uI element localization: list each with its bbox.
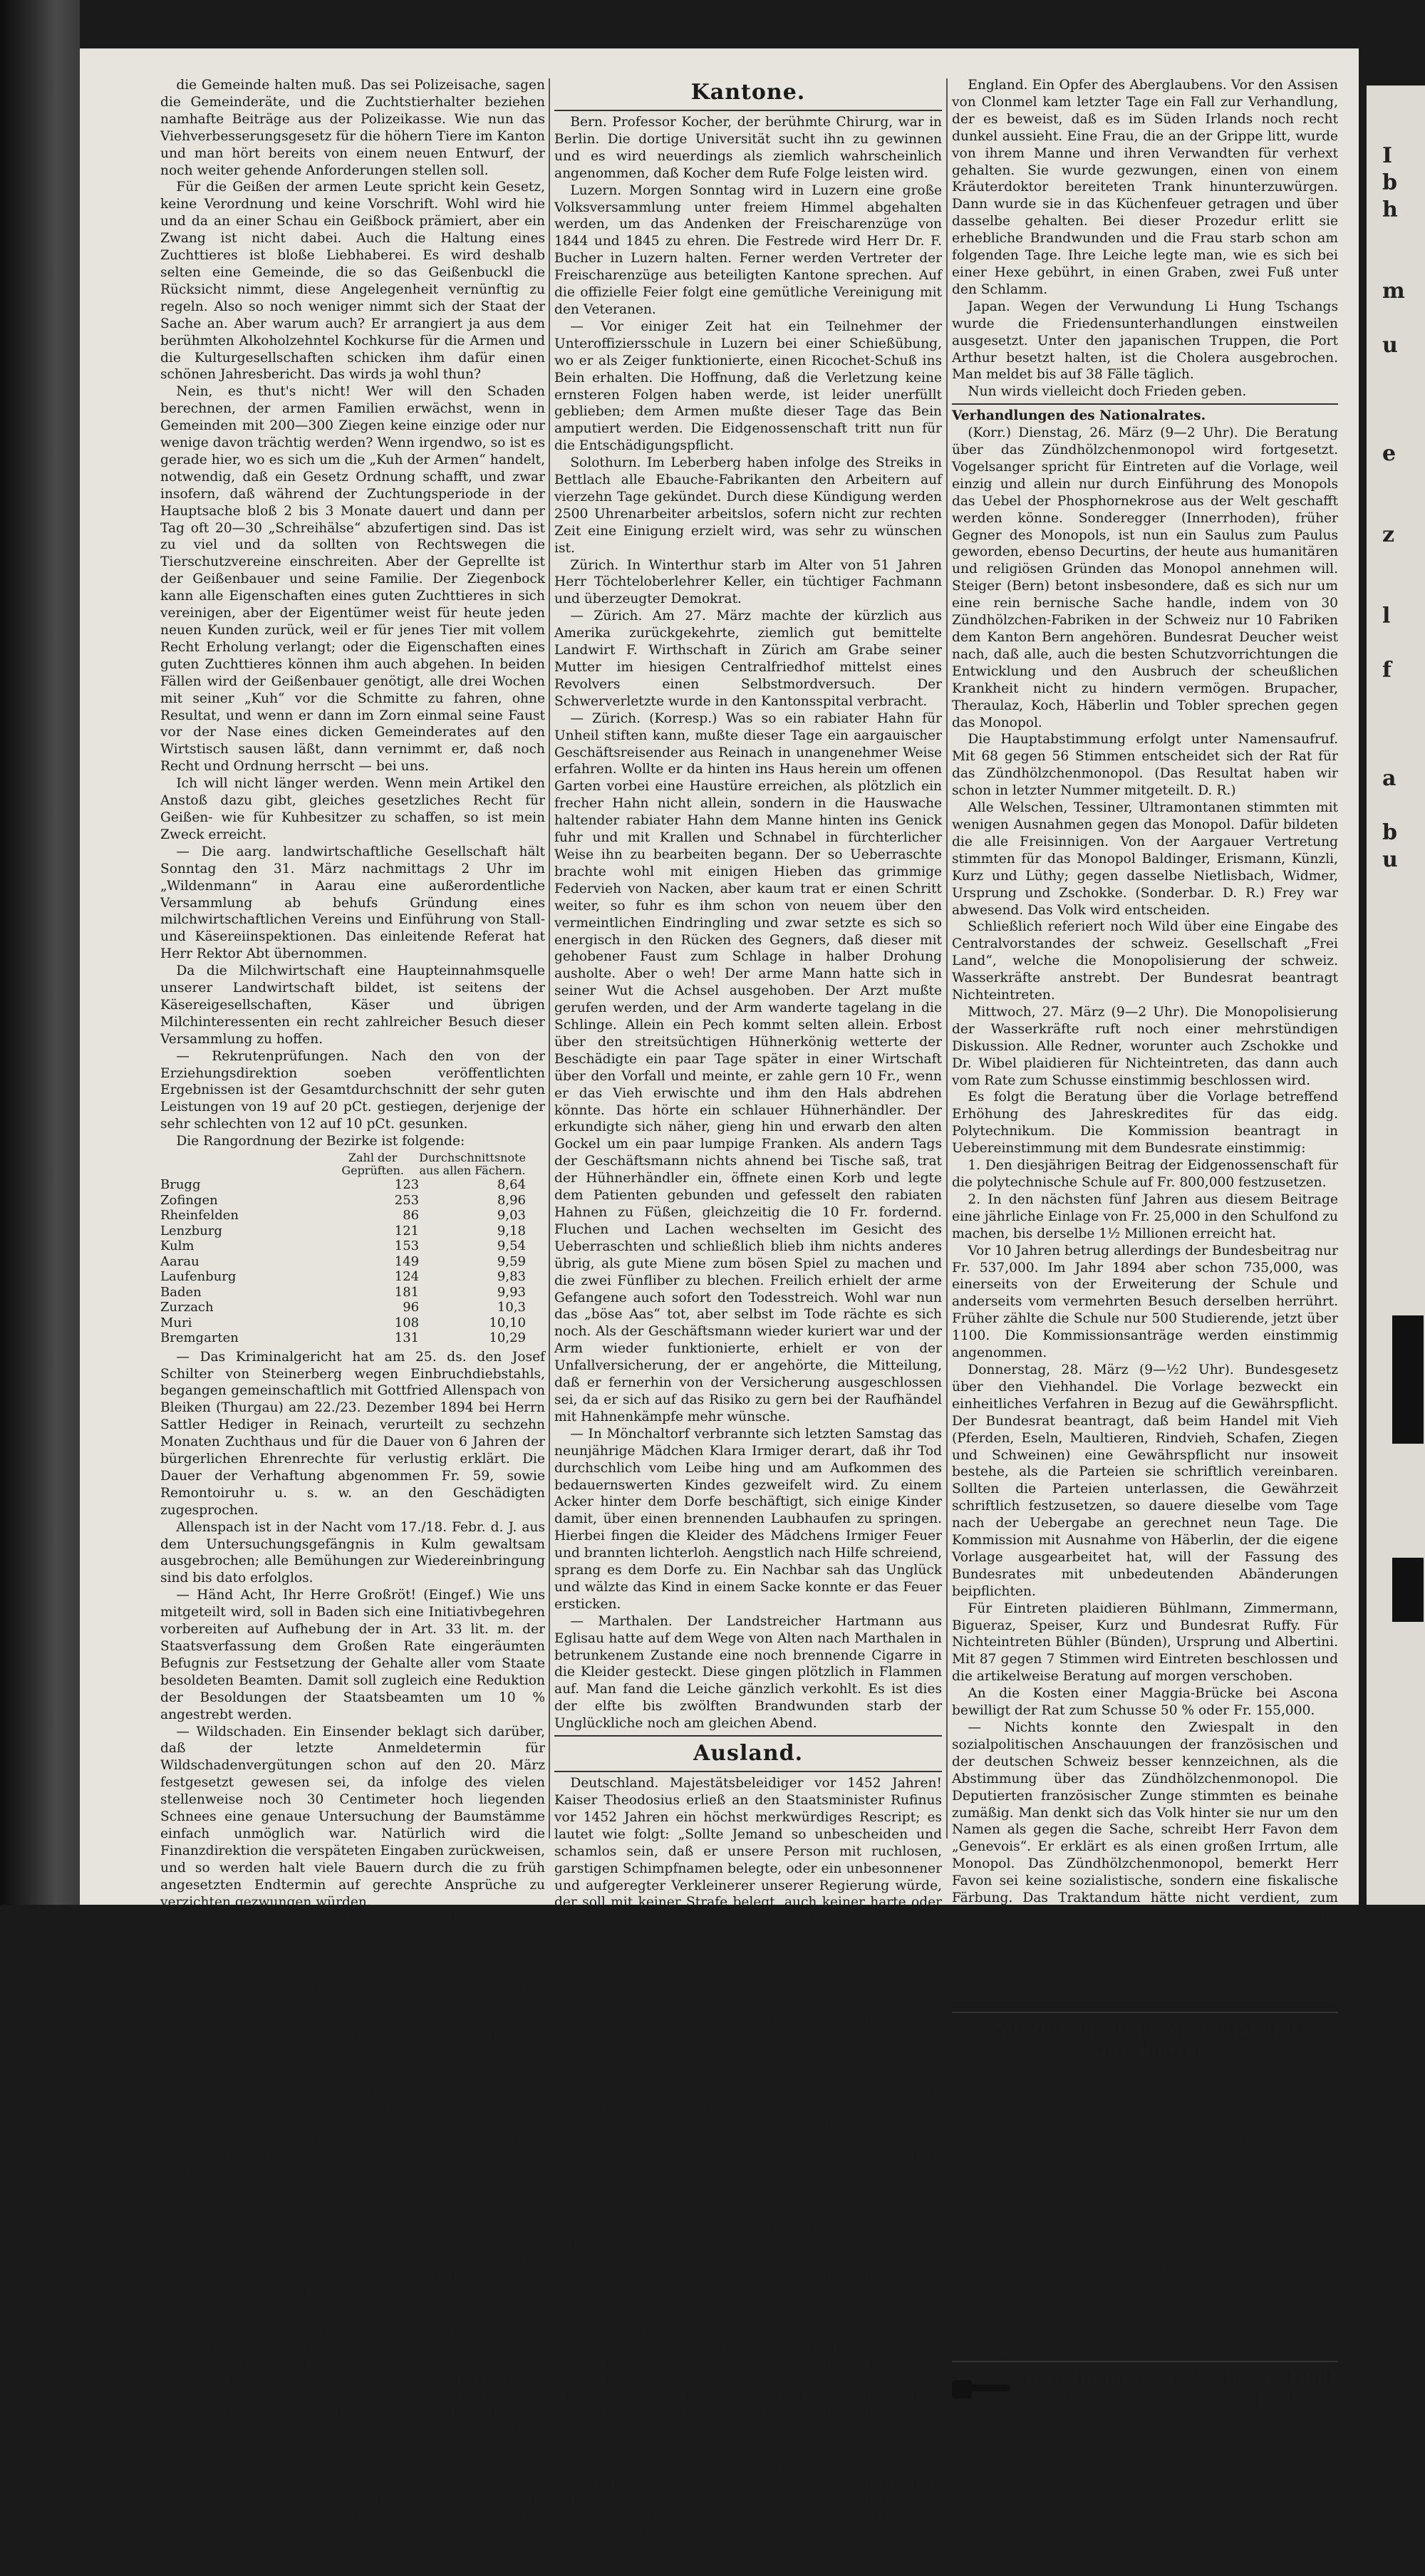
- table-row: [160, 1177, 526, 1193]
- paragraph: — Wildschaden. Ein Einsender beklagt sich darüber, daß der letzte Anmeldetermin für Wildschadenvergütungen schon auf den 20. März festgesetzt gewesen sei, da infolge des vielen stellenweise noch 30 Centimeter hoch liegenden Schnees eine genaue Untersuchung der Baumstämme einfach unmöglich war. Natürlich wird die Finanzdirektion die verspäteten Eingaben zurückweisen, und so werden halt viele Bauern durch die zu früh angesetzten Endtermin auf gerechte Ansprüche zu verzichten gezwungen würden.: [160, 1724, 545, 1910]
- paragraph: Nun wirds vielleicht doch Frieden geben.: [968, 384, 1247, 400]
- paragraph: Konkurs-Eröffnung. Lenzburg. Basler, Arnold, gew. Küfer, von Uerkheim, in Seengen angesessen gewesen. Eingaben 13. April.: [952, 2274, 1338, 2302]
- examined-count: 123: [394, 1177, 420, 1193]
- district-name: Rheinfelden: [160, 1208, 239, 1224]
- examined-count: 121: [394, 1223, 420, 1238]
- district-name: Zofingen: [160, 1192, 218, 1208]
- average-grade: 10,29: [489, 1330, 526, 1346]
- paragraph: Da die Milchwirtschaft eine Haupteinnahmsquelle unserer Landwirtschaft bildet, ist seitens der Käsereigesellschaften, Käser und übrigen Milchinteressenten ein recht zahlreicher Besuch dieser Versammlung zu hoffen.: [160, 963, 545, 1047]
- paragraph: — Vor einiger Zeit hat ein Teilnehmer der Unteroffiziersschule in Luzern bei einer Schießübung, wo er als Zeiger funktionierte, einen Ricochet-Schuß ins Bein erhalten. Die Hoffnung, daß die Verletzung keine ernsteren Folgen haben werde, ist leider unerfüllt geblieben; dem Armen mußte dieser Tage das Bein amputiert werden. Die Eidgenossenschaft tritt nun für die Entschädigungspflicht.: [554, 319, 942, 454]
- column-2-paragraphs-2: [554, 1775, 942, 2576]
- paragraph: — Zürich. (Korresp.) Was so ein rabiater Hahn für Unheil stiften kann, mußte dieser Tage ein aargauischer Geschäftsreisender aus Reinach in unangenehmer Weise erfahren. Wollte er da hinten ins Haus herein um offenen Garten vorbei eine Haustüre erreichen, als plötzlich ein frecher Hahn nicht allein, sondern in die Hauswache haltender rabiater Hahn dem Manne hinten ins Genick fuhr und mit Krallen und Schnabel in fürchterlicher Weise ihn zu bearbeiten begann. Der so Ueberraschte brachte wohl mit einigen Hieben das grimmige Federvieh von Nacken, aber kaum trat er einen Schritt weiter, so fuhr es ihm schon von neuem über den vermeintlichen Eindringling und zwar setzte es sich so energisch in den Rücken des Gegners, daß dieser mit gehobener Faust zum Schlage in halber Drohung ausholte. Aber o weh! Der arme Mann hatte sich in seiner Wut die Achsel ausgehoben. Der Arzt mußte gerufen werden, und der Arm wanderte tagelang in die Schlinge. Allein ein Pech kommt selten allein. Erbost über den streitsüchtigen Hühnerkönig wetterte der Beschädigte ein paar Tage später in einer Wirtschaft über den Vorfall und meinte, er zahle gern 10 Fr., wenn er das Vieh erwischte und ihm den Hals abdrehen könnte. Das hörte ein schlauer Hühnerhändler. Der erkundigte sich näher, gieng hin und erwarb den alten Gockel um ein paar lumpige Franken. Als andern Tags der Geschäftsmann nichts ahnend bei Tische saß, trat der Hühnerhändler ein, öffnete einen Korb und legte dem Patienten gebunden und gefesselt den rabiaten Hahnen zu Füßen, gleichzeitig die 10 Fr. fordernd. Fluchen und Lachen wechselten im Gesicht des Ueberraschten und schließlich blieb ihm nichts anderes übrig, als gute Miene zum bösen Spiel zu machen und die zwei Fünfliber zu blechen. Freilich erhielt der arme Gefangene auch sofort den Todesstreich. Wohl war nun das „böse Aas“ tot, aber selbst im Tode rächte es sich noch. Als der Geschäftsmann wieder kuriert war und der Arm wieder funktionierte, erhielt er von der Unfallversicherung, der er angehörte, die Mitteilung, daß er fernerhin von der Versicherung ausgeschlossen sei, da er sich auf das Risiko zu gern bei der Raufhändel mit Hahnenkämpfe mehr wünsche.: [554, 710, 942, 1424]
- paragraph: — Zürich. Am 27. März machte der kürzlich aus Amerika zurückgekehrte, ziemlich gut bemittelte Landwirt F. Wirthschaft in Zürich am Grabe seiner Mutter im hiesigen Centralfriedhof mittelst eines Revolvers einen Selbstmordversuch. Der Schwerverletzte wurde in den Kantonsspital verbracht.: [554, 609, 942, 709]
- paragraph: Es folgt die Beratung über die Vorlage betreffend Erhöhung des Jahreskredites für das eidg. Polytechnikum. Die Kommission beantragt in Uebereinstimmung mit dem Bundesrate einstimmig:: [952, 1090, 1338, 1157]
- examined-count: 149: [394, 1253, 420, 1269]
- paragraph: Zürich. In Winterthur starb im Alter von 51 Jahren Herr Töchteloberlehrer Keller, ein tüchtiger Fachmann und überzeugter Demokrat.: [554, 557, 942, 607]
- column-3-paragraphs: [952, 77, 1338, 400]
- paragraph: Ich will nicht länger werden. Wenn mein Artikel den Anstoß dazu gibt, gleiches gesetzliches Recht für Geißen- wie für Kuhbesitzer zu schaffen, so ist mein Zweck erreicht.: [160, 776, 545, 842]
- table-row: [160, 1238, 526, 1254]
- paragraph: Solothurn. Im Leberberg haben infolge des Streiks in Bettlach alle Ebauche-Fabrikanten den Arbeitern auf vierzehn Tage gekündet. Durch diese Kündigung werden 2500 Uhrenarbeiter arbeitslos, sofern nicht zur rechten Zeit eine Einigung erzielt wird, was sehr zu wünschen ist.: [554, 455, 942, 556]
- table-row: [160, 1269, 526, 1285]
- auszug-date: Vom 23. März 1895.: [1083, 2064, 1207, 2079]
- district-name: Zurzach: [160, 1300, 214, 1315]
- paragraph: — Das Kriminalgericht hat am 25. ds. den Josef Schilter von Steinerberg wegen Einbruchdiebstahls, begangen gemeinschaftlich mit Gottfried Allenspach von Bleiken (Thurgau) am 22./23. Dezember 1894 bei Herrn Sattler Hediger in Reinach, verurteilt zu sechzehn Monaten Zuchthaus und für die Dauer von 6 Jahren der bürgerlichen Ehrenrechte für verlustig erklärt. Die Dauer der Verhaftung abgenommen Fr. 59, sowie Remontoiruhr u. s. w. an den Geschädigten zugesprochen.: [160, 1349, 545, 1518]
- examined-count: 153: [394, 1238, 420, 1254]
- column-rule-1: [549, 78, 550, 1838]
- section-heading-ausland: Ausland.: [693, 1741, 804, 1767]
- table-row: [160, 1254, 526, 1270]
- paragraph: — Der Reichstag hat den bisherigen ersten Vizepräsidenten Buol (Centrum) mit 183 von 291 Stimmen zum Präsidenten gewählt.: [554, 2201, 942, 2251]
- average-grade: 9,54: [497, 1238, 526, 1254]
- paragraph: Stelleausschreibung. Gesamtschule Unter-Berikon. Besoldung Fr. 1200. Anmeldungen 15. April.: [952, 2330, 1338, 2357]
- paragraph: (Korr.) Dienstag, 26. März (9—2 Uhr). Die Beratung über das Zündhölzchenmonopol wird fortgesetzt. Vogelsanger spricht für Eintreten auf die Vorlage, weil einzig und allein nur durch Einführung des Monopols das Uebel der Phosphornekrose aus der Welt geschafft werden könne. Sonderegger (Innerrhoden), früher Gegner des Monopols, ist nun ein Saulus zum Paulus geworden, ebenso Decurtins, der heute aus humanitären und religiösen Gründen das Monopol annehmen will. Steiger (Bern) betont insbesondere, daß es sich nur um eine rein bernische Sache handle, indem von 30 Zündhölzchen-Fabriken in der Schweiz nur 10 Fabriken dem Kanton Bern angehören. Bundesrat Deucher weist nach, daß alle, auch die besten Schutzvorrichtungen die Entwicklung und den Ausbruch der scheußlichen Krankheit nicht zu hindern vermögen. Brupacher, Theraulaz, Koch, Häberlin und Tobler sprechen gegen das Monopol.: [952, 425, 1338, 730]
- paragraph: „Die wackere Schwabe forcht sich nit, Ging seines Weges Schritt vor Schritt.“: [616, 2440, 881, 2473]
- table-row: [160, 1300, 526, 1315]
- rank-table: [160, 1152, 526, 1346]
- column-rule-2: [946, 78, 948, 1838]
- district-name: Aarau: [160, 1253, 200, 1269]
- paragraph: Deutschland. Majestätsbeleidiger vor 1452 Jahren! Kaiser Theodosius erließ an den Staatsminister Rufinus vor 1452 Jahren ein höchst merkwürdiges Rescript; es lautet wie folgt: „Sollte Jemand so unbescheiden und schamlos sein, daß er unsere Person mit ruchlosen, garstigen Schimpfnamen belegte, oder ein unbesonnener und aufgeregter Verkleinerer unserer Regierung würde, der soll mit keiner Strafe belegt, auch keiner harte oder hartes und Empfindliches zugefügt werden. Denn geschieht es aus Lichtsinn (levitata), so verdient es Verachtung; geschah es aus Unverstand (insania), so verdient es Bedauern; geschah es aus bösem Willen (injuria), so verdient es Verzeihung. — Wir befehlen daher, daß in solchen Fällen die Sache, bevor etwas darin geschieht, an uns berichtet werde, damit wir uns aus eigener Persönlichkeiten die Aeußerung der Menschen beurteilen und ob sie übergangen oder untersucht werden sollen. — Gegeben zu Konstantinopel den 9. August 393! — Welcher Gegensatz zur Jetztzeit, wo man im heiligen byzantinischen Reiche deutscher Nation angesichts der modernen Kultur, wo man von denen der Kaiser früher ganz etwa das Glas über den Bildnis des Monarchen zerbricht. Ja, wo man nicht mehr von byzantinischer Kriecherei und Speichelleckerei zu sprechen haben, sondern von deutscher.: [554, 1776, 942, 2200]
- section-heading-kantone: Kantone.: [690, 80, 806, 105]
- paragraph: — Rekrutenprüfungen. Nach den von der Erziehungsdirektion soeben veröffentlichten Ergebnissen ist der Gesamtdurchschnitt der sehr guten Leistungen von 19 auf 20 pCt. gestiegen, derjenige der sehr schlechten von 12 auf 10 pCt. gesunken.: [160, 1048, 545, 1132]
- table-row: [160, 1224, 526, 1239]
- table-row: [160, 1208, 526, 1224]
- verhandlungen-title: Verhandlungen des Nationalrates.: [952, 408, 1206, 424]
- pointing-hand-icon: [952, 2373, 1013, 2404]
- district-name: Baden: [160, 1284, 202, 1300]
- ad-bold: Bestellungen auf dieses Blatt: [1019, 2367, 1338, 2389]
- ad-normal: werden jederzeit entgegengenommen.: [1019, 2390, 1326, 2409]
- column-2: [554, 77, 942, 2575]
- examined-count: 108: [394, 1315, 420, 1330]
- paragraph: — Nichts konnte den Zwiespalt in den sozialpolitischen Anschauungen der französischen und der deutschen Schweiz besser kennzeichnen, als die Abstimmung über das Zündhölzchenmonopol. Die Deputierten französischer Zunge stimmten es beinahe zumäßig. Man denkt sich das Volk hinter sie nur um den Namen als gegen die Sache, schreibt Herr Favon dem „Genevois“. Er erklärt es als einen großen Irrtum, alle Monopol. Das Zündhölzchenmonopol, bemerkt Herr Favon sei keine sozialistische, sondern eine fiskalische Färbung. Das Traktandum hätte nicht verdient, zum Kampfplatz sozialpolitischer Meinungen zu werden. Im schlimmsten Fall, so kalkulierte etwa die Gegner, wäre ein Verbleiben beim jetzigen Zustand einigen Dutzenden armer Teufel die Gesundheit kosten, und da gebe es Leute, welche sagen, es sei besser, daß die Gesundheit von einigen Wenigen zu leiden.: [952, 1720, 1338, 2008]
- paragraph: — Marthalen. Der Landstreicher Hartmann aus Eglisau hatte auf dem Wege von Alten nach Marthalen in betrunkenem Zustande eine noch brennende Cigarre in die Kleider gesteckt. Diese gingen plötzlich in Flammen auf. Man fand die Leiche gänzlich verkohlt. Es ist dies der elfte bis zwölften Brandwunden starb der Unglückliche noch am gleichen Abend.: [554, 1613, 942, 1732]
- book-spine: [0, 0, 80, 1905]
- edge-letters: I b h m u e z l f a b u: [1382, 143, 1405, 872]
- table-row: [160, 1285, 526, 1300]
- paragraph: Die Rangordnung der Bezirke ist folgende:: [176, 1134, 465, 1149]
- paragraph: Für die Geißen der armen Leute spricht kein Gesetz, keine Verordnung und keine Vorschrift. Wohl wird hie und da an einer Schau ein Geißbock prämiert, aber ein Zwang ist nicht dabei. Auch die Haltung eines Zuchttieres ist bloße Liebhaberei. Es wird deshalb selten eine Gemeinde, die so das Geißenbuckl die Rücksicht nimmt, diese Angelegenheit vernünftig zu regeln. Also so noch weniger nimmt sich der Staat der Sache an. Aber warum auch? Er arrangiert ja aus dem berühmten Alkoholzehntel Kochkurse für die Armen und die Kulturgesellschaften schicken ihm dafür einen schönen Jahresbericht. Das wirds ja wohl thun?: [160, 180, 545, 383]
- paragraph: — In Mönchaltorf verbrannte sich letzten Samstag das neunjährige Mädchen Klara Irmiger derart, daß ihr Tod durchschlich vom Leibe hing und am Aufkommen des bedauernswerten Kindes gezweifelt wird. Zu einem Acker hinter dem Dorfe beschäftigt, sich einige Kinder damit, über einen brennenden Laubhaufen zu springen. Hierbei fingen die Kleider des Mädchens Irmiger Feuer und brannten lichterloh. Aengstlich nach Hilfe schreiend, sprang es dem Dorfe zu. Ein Nachbar sah das Unglück und wälzte das Kind in einem Sacke konnte er das Feuer ersticken.: [554, 1426, 942, 1612]
- examined-count: 96: [403, 1300, 420, 1315]
- paragraph: Schulden- und Burgschaftsrufe. Baden. Meier, Bartholom., Jakobs, von Würenlingen. — Füglister Bernhard, Landwirt von Bömler, Oberfüglister. — Suter, Basilius, all Bannwart von Freienwyl. Eingaben 4. Mai. Bremgarten. Michel, Plazid, Karrerd Landwirt, von Ruben. Eingaben 4. Mai. Laufenburg. Witwe Schibli. Creszencia geb. Sibold, von Alb.-Rumsg. 9. Mai. Lenzburg. Frau H. Reinhard & Sohn, v. Brugg. Lenzburg. — Japprert. Rothburga geb. Knecht, ab Laubberg bei Gansingen. Eingaben 24 April.: [952, 2162, 1338, 2274]
- subscription-ad: [952, 2368, 1338, 2409]
- heading-separator-6: [952, 2361, 1338, 2362]
- column-3: [952, 77, 1338, 2409]
- paragraph: Luzern. Morgen Sonntag wird in Luzern eine große Volksversammlung unter freiem Himmel abgehalten werden, um das Andenken der Freischarenzüge von 1844 und 1845 zu ehren. Die Festrede wird Herr Dr. F. Bucher in Luzern halten. Ferner werden Vertreter der Freischarenzüge aus beteiligten Kantone sprechen. Auf die offizielle Feier folgt eine gemütliche Vereinigung mit den Veteranen.: [554, 182, 942, 317]
- paragraph: Donnerstag, 28. März (9—½2 Uhr). Bundesgesetz über den Viehhandel. Die Vorlage bezweckt ein einheitliches Verfahren in Bezug auf die Gewährspflicht. Der Bundesrat beantragt, daß beim Handel mit Vieh (Pferden, Eseln, Maultieren, Rindvieh, Schafen, Ziegen und Schweinen) eine Gewährspflicht nur insoweit bestehe, als die Parteien sie schriftlich vereinbaren. Sollten die Parteien unterlassen, die Gewährzeit schriftlich festzusetzen, so dauere dieselbe vom Tage nach der Uebergabe an gerechnet neun Tage. Die Kommission mit Ausnahme von Häberlin, der die eigene Vorlage ausgearbeitet hat, will der Fassung des Bundesrates mit unbedeutenden Abänderungen beipflichten.: [952, 1362, 1338, 1599]
- table-row: [160, 1315, 526, 1331]
- average-grade: 9,59: [497, 1253, 526, 1269]
- table-row: [160, 1193, 526, 1209]
- average-grade: 9,18: [497, 1223, 526, 1238]
- district-name: Bremgarten: [160, 1330, 239, 1346]
- paragraph: Bern. Professor Kocher, der berühmte Chirurg, war in Berlin. Die dortige Universität sucht ihn zu gewinnen und es wird neuerdings als ziemlich wahrscheinlich angenommen, daß Kocher dem Rufe Folge leisten wird.: [554, 115, 942, 181]
- district-name: Brugg: [160, 1177, 201, 1193]
- paragraph: England. Ein Opfer des Aberglaubens. Vor den Assisen von Clonmel kam letzter Tage ein Fall zur Verhandlung, der es beweist, daß es im Süden Irlands noch recht dunkel aussieht. Eine Frau, die an der Grippe litt, wurde von ihrem Manne und ihren Verwandten für verhext gehalten. Sie wurde gezwungen, einen von einem Kräuterdoktor bereiteten Trank hinunterzuwürgen. Dann wurde sie in das Küchenfeuer getragen und über dasselbe gehalten. Bei dieser Prozedur erlitt sie erhebliche Brandwunden und die Frau starb schon am folgenden Tage. Ihre Leiche legte man, wie es sich bei einer Hexe gebührt, in einen Graben, zwei Fuß unter den Schlamm.: [952, 78, 1338, 297]
- paragraph: An die Kosten einer Maggia-Brücke bei Ascona bewilligt der Rat zum Schusse 50 % oder Fr. 155,000.: [952, 1686, 1338, 1719]
- ad-text: [1019, 2368, 1338, 2409]
- paragraph: — Händ Acht, Ihr Herre Großröt! (Eingef.) Wie uns mitgeteilt wird, soll in Baden sich eine Initiativbegehren vorbereiten auf Aufhebung der in Art. 33 lit. m. der Staatsverfassung dem Großen Rate eingeräumten Befugnis zur Festsetzung der Gehalte aller vom Staate besoldeten Beamten. Damit soll zugleich eine Reduktion der Besoldungen der Staatsbeamten um 10 % angestrebt werden.: [160, 1588, 545, 1722]
- average-grade: 9,03: [497, 1208, 526, 1224]
- auszug-title: Auszug aus dem Aargauischen Amtsblatte.: [993, 2018, 1297, 2062]
- examined-count: 181: [394, 1284, 420, 1300]
- rank-head-a: Zahl der Geprüften.: [341, 1151, 404, 1178]
- heading-separator-5: [952, 2012, 1338, 2013]
- paragraph: — Schwabenstreiche. Im Württemberg werden von der Volkspartei Volksversammlungen abgehalten — in Stuttgart waren 1500 Personen versammelt — die den Reichstag zu seiner ablehnenden Haltung gegen Bismarck beglückwünschen und ihr tiefes Bedauern über die Haltung des badischen Parlament bei dieser Sache versammlungsmäßigen gefaßten und verwerflichen Beschlußfassung über die verletzenden Beurteilung durch den Kaiser zum Ausdruck bringen. Unbeirrt durch lakaienhafte Entrüstung werden so die Wähler hinter dem Beschluß der Reichstagsmehrheit stehen.: [554, 2252, 942, 2438]
- paragraph: Schließlich referiert noch Wild über eine Eingabe des Centralvorstandes der schweiz. Gesellschaft „Frei Land“, welche die Monopolisierung der schweiz. Wasserkräfte anstrebt. Der Bundesrat beantragt Nichteintreten.: [952, 919, 1338, 1003]
- examined-count: 124: [394, 1269, 420, 1285]
- column-1-paragraphs-2: [160, 1349, 545, 2558]
- paragraph: Alle Welschen, Tessiner, Ultramontanen stimmten mit wenigen Ausnahmen gegen das Monopol. Dafür bildeten die alle Freisinnigen. Von der Aargauer Vertretung stimmten für das Monopol Baldinger, Erismann, Künzli, Kurz und Lüthy; gegen dasselbe Nietlisbach, Widmer, Ursprung und Zschokke. (Sonderbar. D. R.) Frey war abwesend. Das Volk wird entscheiden.: [952, 800, 1338, 918]
- rank-head-b: Durchschnittsnote aus allen Fächern.: [419, 1151, 526, 1178]
- paragraph: die Gemeinde halten muß. Das sei Polizeisache, sagen die Gemeinderäte, und die Zuchtstierhalter beziehen namhafte Beiträge aus der Polizeikasse. Wie nun das Viehverbesserungsgesetz für die höhern Tiere im Kanton und man hört bereits von einem neuen Entwurf, der noch weiter gehende Anforderungen stellen soll.: [160, 78, 545, 178]
- paragraph: Japan. Wegen der Verwundung Li Hung Tschangs wurde die Friedensunterhandlungen einstweilen ausgesetzt. Unter den japanischen Truppen, die Port Arthur besetzt halten, ist die Cholera ausgebrochen. Man meldet bis auf 38 Fälle täglich.: [952, 299, 1338, 383]
- edge-black-block: [1392, 1315, 1424, 1444]
- paragraph: Liquidations-Eröffnung. Rheinfelden. Kym, Peter, Landwirt, von Möhlin †. Eingaben 13. April.: [952, 2302, 1338, 2329]
- average-grade: 10,3: [497, 1300, 526, 1315]
- paragraph: — Seethal. In Beinwyl hat sich ein 18jähriger Jüngling aus dem Kanton Bern ertränkt, weil sein Lehrmeister, bei welchem er eingetreten war, erklärte, er könne ihn nicht brauchen.: [160, 2490, 545, 2557]
- table-row: [160, 1330, 526, 1346]
- paragraph: Es ist im Interesse der Landwirtschaft sehr zu wünschen, daß diese Versammlung recht zahlreich besucht werde.: [160, 2081, 545, 2131]
- examined-count: 131: [394, 1330, 420, 1346]
- average-grade: 8,96: [497, 1192, 526, 1208]
- column-1: [160, 77, 545, 2557]
- examined-count: 86: [403, 1208, 420, 1224]
- column-2-paragraphs: [554, 114, 942, 1732]
- heading-separator-4: [952, 403, 1338, 405]
- average-grade: 9,93: [497, 1284, 526, 1300]
- paragraph: Allenspach ist in der Nacht vom 17./18. Febr. d. J. aus dem Untersuchungsgefängnis in Kulm gewaltsam ausgebrochen; alle Bemühungen zur Wiedereinbringung sind bis dato erfolglos.: [160, 1519, 545, 1586]
- district-name: Kulm: [160, 1238, 195, 1254]
- average-grade: 9,83: [497, 1269, 526, 1285]
- paragraph: Für Eintreten plaidieren Bühlmann, Zimmermann, Bigueraz, Speiser, Kurz und Bundesrat Ruffy. Für Nichteintreten Bühler (Bünden), Ursprung und Albertini. Mit 87 gegen 7 Stimmen wird Eintreten beschlossen und die artikelweise Beratung auf morgen verschoben.: [952, 1600, 1338, 1685]
- district-name: Lenzburg: [160, 1223, 222, 1238]
- paragraph: Die Hauptabstimmung erfolgt unter Namensaufruf. Mit 68 gegen 56 Stimmen entscheidet sich der Rat für das Zündhölzchenmonopol. (Das Resultat haben wir schon in letzter Nummer mitgeteilt. D. R.): [952, 732, 1338, 799]
- paragraph: Vor 10 Jahren betrug allerdings der Bundesbeitrag nur Fr. 537,000. Im Jahr 1894 aber schon 735,000, was einerseits von der Erweiterung der Schule und anderseits vom vermehrten Besuch derselben herrührt. Früher zählte die Schule nur 500 Studierende, jetzt über 1100. Die Kommissionsanträge werden einstimmig angenommen.: [952, 1243, 1338, 1361]
- paragraph: — Die aarg. landwirtschaftliche Gesellschaft hält Sonntag den 31. März nachmittags 2 Uhr im „Wildenmann“ in Aarau eine außerordentliche Versammlung ab behufs Gründung eines milchwirtschaftlichen Vereins und Einführung von Stall- und Käsereiinspektionen. Das einleitende Referat hat Herr Rektor Abt übernommen.: [160, 844, 545, 962]
- district-name: Muri: [160, 1315, 192, 1330]
- heading-separator-3: [554, 1771, 942, 1772]
- paragraph: Nein, es thut's nicht! Wer will den Schaden berechnen, der armen Familien erwächst, wenn in Gemeinden mit 200—300 Ziegen keine einzige oder nur wenige davon trächtig werden? Wenn irgendwo, so ist es gerade hier, wo es sich um die „Kuh der Armen“ handelt, notwendig, daß ein Gesetz Ordnung schafft, und zwar insofern, daß während der Zuchtungsperiode in der Hauptsache bloß 2 bis 3 Monate dauert und dann per Tag oft 20—30 „Schreihälse“ abzufertigen sind. Das ist zu viel und da sollten von Rechtswegen die Tierschutzvereine einschreiten. Aber der Geprellte ist der Geißenbauer und seine Familie. Der Ziegenbock kann alle Eigenschaften eines guten Zuchttieres in sich vereinigen, aber der Eigentümer weist für heute jeden neuen Kunden zurück, weil er für jenes Tier mit vollem Recht Erholung verlangt; oder die Eigenschaften eines guten Zuchttieres können ihm auch abgehen. In beiden Fällen wird der Geißenbauer genötigt, alle drei Wochen mit seiner „Kuh“ vor die Schmitte zu fahren, ohne Resultat, und wenn er dann im Zorn einmal seine Faust vor der Nase eines dicken Gemeinderates auf den Wirtstisch sausen läßt, dann vernimmt er, daß noch Recht und Ordnung herrscht — bei uns.: [160, 384, 545, 775]
- heading-separator: [554, 110, 942, 111]
- paragraph: 2. In den nächsten fünf Jahren aus diesem Beitrage eine jährliche Einlage von Fr. 25,000 in den Schulfond zu machen, bis derselbe 1½ Millionen erreicht hat.: [952, 1191, 1338, 1241]
- column-1-paragraphs: [160, 77, 545, 1150]
- paragraph: — Suhr. (Eingef.) Am 17. ds. Mts. hat eine Versammlung von Landwirten von Gränichen und Suhr getagt, die die Gründung einer landwirtschaftlichen Genossenschaft beschlossen und eine Kommission zur Vorberatung der Statuten niedergesetzt. Diese hat ihre Aufgabe vollendet, so daß der definitiven Festsetzung der Statuten am Sonntag den 31. dies, nachmittags ½ 2 Uhr eine zweite Versammlung von Landwirten des Kreises Suhr in den Gasthof zum Bären daselbst eingeladen werden kann.: [160, 1911, 545, 2080]
- paragraph: Mittwoch, 27. März (9—2 Uhr). Die Monopolisierung der Wasserkräfte ruft noch einer mehrstündigen Diskussion. Alle Redner, worunter auch Zschokke und Dr. Wibel plaidieren für Nichteintreten, das dann auch vom Rate zum Schusse einstimmig beschlossen wird.: [952, 1004, 1338, 1088]
- heading-separator-2: [554, 1735, 942, 1737]
- paragraph: — Frickthal. Fräulein Anna Bätschwyler von Rheinfeld bei Laufenburg hat in Zürich das beste Maturitätsexamen bestanden. Es ist dasselbe Fräulein, dem vor nun zwei Jahren der aarg. Erziehungsdirektor den Besuch des Gymnasiums an der Kantonsschule in Aarau nicht gestattete.: [160, 2133, 545, 2233]
- column-3-paragraphs-2: [952, 425, 1338, 2009]
- auszug-entries: [952, 2079, 1338, 2358]
- district-name: Laufenburg: [160, 1269, 237, 1285]
- paragraph: — Während des Baues der Bötzbergbahn 1874/75, also vor 20 Jahren, verlor der hiebei beschäftigte Arbeiter Melchior Stocker von Obermumpf sein Leben durch Unglücksfall und wurde mit seinen Arbeitskleidern, worin sich auch ein gefülltes Kirschwasserfläschchen befand, auf dem Gottesacker seiner Heimatgemeinde begraben. Letzter Tage nun öffnete der Totengräber zu Obermumpf, da jene Gräberreihe wieder zur Aufnahme von Leichen bestimmt worden war, jenes Grab und fand in demselben das Fläschchen noch gänzlich unverletzt und gefüllt. Der jetzige Besitzer, Herr Gemeindeammann Stocker von da, nahm es zu seinen Händen, soll aber nach Abschlag des alten Kirschwassers verlangt haben, wozu der Inhalt verriet das Kirschwasser „Vollsöffi“.: [160, 2235, 545, 2489]
- adjacent-page-edge: [1367, 86, 1425, 1905]
- examined-count: 253: [394, 1192, 420, 1208]
- paragraph: 1. Den diesjährigen Beitrag der Eidgenossenschaft für die polytechnische Schule auf Fr. 800,000 festzusetzen.: [952, 1158, 1338, 1190]
- paragraph: Bevormundungen. Aarau. Roland, Anna Maria, Johannesen, Stubl-schrei von Oberentfelden. Brugg. Grimm, Jakob, Annas von Mülligen, Fabrikarbeiter in Wettingen. Lenzburg. Rusli, Friedrich, Jakobs, Metzgers. Pflästerer von Seengen, in Suhr. Rheinfelden. Herzog, Luitgarda, von Möhlin. — Mathis, Karl Barromäus, von Schupfart.: [952, 2079, 1338, 2162]
- paragraph: Frankreich. In Paris wurde ein ziemlich wohlhabender Schatz-Schwindler, die auch die Schweiz und speziell den Aargau unsicher machten und nun gefangen und festgenommen und hinter Schloß und Riegel gesteckt. Bereits sind mehrere hundert Klagen gegen ihn und seine Komplicen anhängig.: [554, 2474, 942, 2575]
- average-grade: 10,10: [489, 1315, 526, 1330]
- edge-black-block-2: [1392, 1558, 1424, 1622]
- average-grade: 8,64: [497, 1177, 526, 1193]
